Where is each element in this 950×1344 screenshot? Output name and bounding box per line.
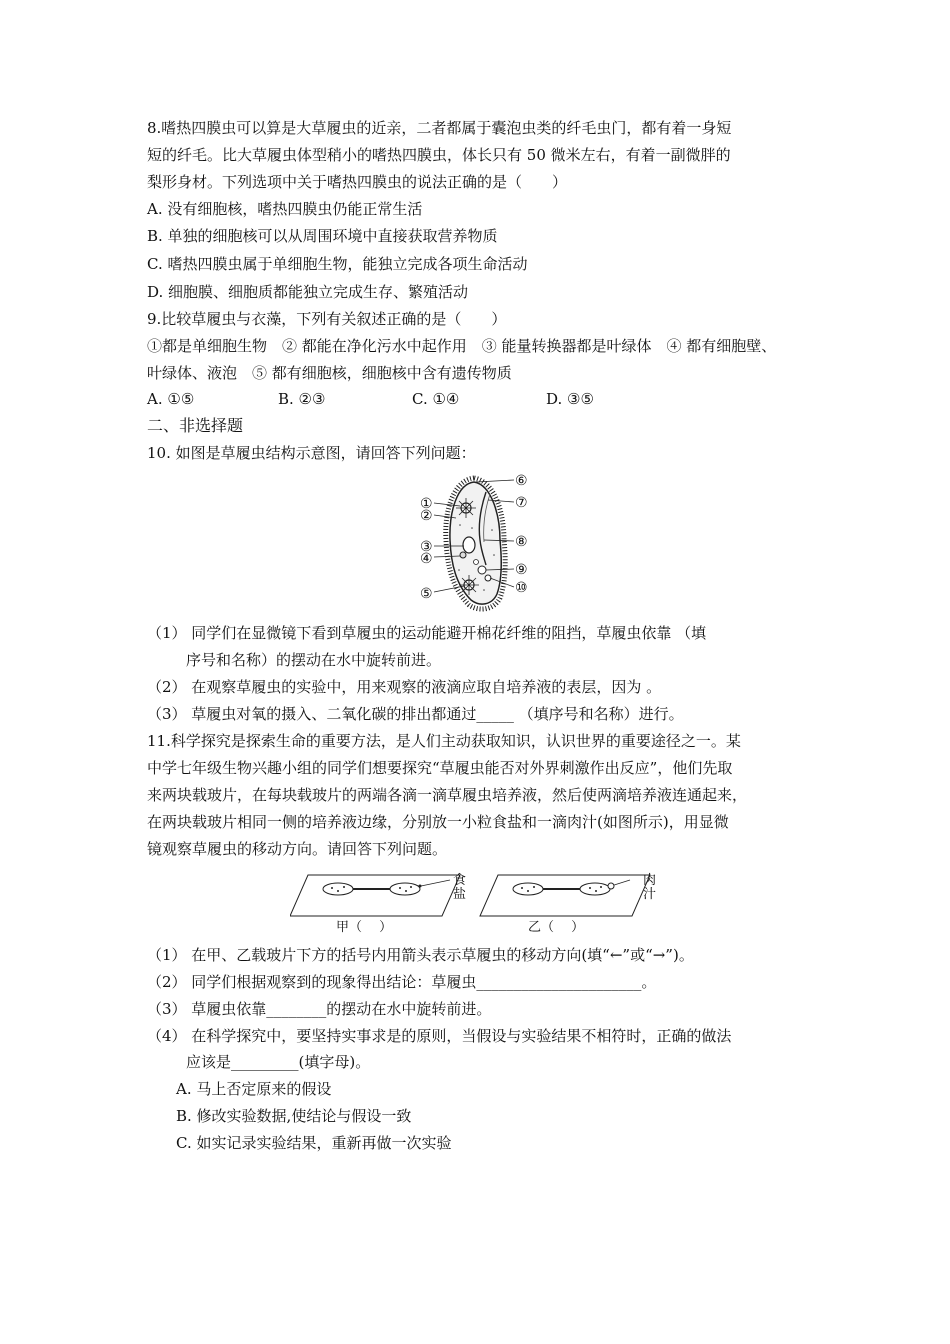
q9-options-row: [147, 389, 647, 409]
q10-sub-1-line-2: 序号和名称）的摆动在水中旋转前进。: [186, 651, 442, 669]
q11-stem-line-1: 11.科学探究是探索生命的重要方法，是人们主动获取知识，认识世界的重要途径之一。某: [147, 732, 741, 750]
q11-stem-line-5: 镜观察草履虫的移动方向。请回答下列问题。: [147, 840, 448, 858]
broth-label-2: 汁: [643, 887, 657, 902]
q8-stem-line-3: 梨形身材。下列选项中关于嗜热四膜虫的说法正确的是（ ）: [147, 173, 568, 191]
q9-option-a: A. ①⑤: [147, 390, 195, 408]
q9-option-b: B. ②③: [278, 390, 326, 408]
q11-sub-4-line-1: （4） 在科学探究中，要坚持实事求是的原则，当假设与实验结果不相符时，正确的做法: [147, 1027, 732, 1045]
q9-stem: 9.比较草履虫与衣藻，下列有关叙述正确的是（ ）: [147, 310, 507, 328]
q10-sub-1-line-1: （1） 同学们在显微镜下看到草履虫的运动能避开棉花纤维的阻挡，草履虫依靠 （填: [147, 624, 707, 642]
figure-label-3: ③: [420, 539, 433, 555]
section-2-title: 二、非选择题: [147, 416, 244, 435]
q10-stem: 10. 如图是草履虫结构示意图，请回答下列问题：: [147, 444, 476, 462]
q9-statements-line-2: 叶绿体、液泡 ⑤ 都有细胞核，细胞核中含有遗传物质: [147, 364, 512, 382]
q11-sub-2: （2） 同学们根据观察到的现象得出结论：草履虫______________________。: [147, 973, 657, 991]
figure-label-4: ④: [420, 551, 433, 567]
figure-label-9: ⑨: [515, 562, 528, 578]
slide-yi: [480, 875, 650, 916]
q10-sub-2: （2） 在观察草履虫的实验中，用来观察的液滴应取自培养液的表层，因为 。: [147, 678, 662, 696]
slide-jia: [290, 875, 460, 916]
figure-label-5: ⑤: [420, 586, 433, 602]
q9-statements-line-1: ①都是单细胞生物 ② 都能在净化污水中起作用 ③ 能量转换器都是叶绿体 ④ 都有细胞壁、: [147, 337, 777, 355]
caption-yi: 乙（ ）: [528, 920, 585, 935]
q11-stem-line-3: 来两块载玻片，在每块载玻片的两端各滴一滴草履虫培养液，然后使两滴培养液连通起来，: [147, 786, 748, 804]
figure-label-1: ①: [420, 496, 433, 512]
q11-option-b: B. 修改实验数据,使结论与假设一致: [176, 1107, 412, 1125]
q8-option-d: D. 细胞膜、细胞质都能独立完成生存、繁殖活动: [147, 283, 469, 301]
q11-option-a: A. 马上否定原来的假设: [176, 1080, 332, 1098]
broth-label-1: 肉: [643, 873, 657, 888]
salt-label-2: 盐: [453, 887, 467, 902]
figure-label-10: ⑩: [515, 580, 528, 596]
figure-label-6: ⑥: [515, 473, 528, 489]
q8-option-c: C. 嗜热四膜虫属于单细胞生物，能独立完成各项生命活动: [147, 255, 528, 273]
q9-option-d: D. ③⑤: [546, 390, 594, 408]
q11-sub-3: （3） 草履虫依靠________的摆动在水中旋转前进。: [147, 1000, 492, 1018]
salt-label-1: 食: [453, 873, 467, 888]
q10-sub-3: （3） 草履虫对氧的摄入、二氧化碳的排出都通过_____ （填序号和名称）进行。: [147, 705, 684, 723]
q11-stem-line-4: 在两块载玻片相同一侧的培养液边缘，分别放一小粒食盐和一滴肉汁(如图所示)，用显微: [147, 813, 729, 831]
figure-label-2: ②: [420, 508, 433, 524]
contractile-vacuole-bottom: [459, 575, 479, 595]
q11-sub-4-line-2: 应该是_________(填字母)。: [186, 1053, 371, 1071]
slides-figure: [290, 870, 670, 922]
figure-label-8: ⑧: [515, 534, 528, 550]
figure-label-7: ⑦: [515, 495, 528, 511]
q9-option-c: C. ①④: [412, 390, 460, 408]
q8-option-a: A. 没有细胞核，嗜热四膜虫仍能正常生活: [147, 200, 423, 218]
q11-option-c: C. 如实记录实验结果，重新再做一次实验: [176, 1134, 452, 1152]
q8-stem-line-1: 8.嗜热四膜虫可以算是大草履虫的近亲，二者都属于囊泡虫类的纤毛虫门，都有着一身短: [147, 119, 732, 137]
q11-sub-1: （1） 在甲、乙载玻片下方的括号内用箭头表示草履虫的移动方向(填“←”或“→”)。: [147, 946, 694, 964]
macronucleus: [463, 537, 475, 553]
q11-stem-line-2: 中学七年级生物兴趣小组的同学们想要探究“草履虫能否对外界刺激作出反应”，他们先取: [147, 759, 733, 777]
micronucleus: [460, 552, 466, 558]
q8-option-b: B. 单独的细胞核可以从周围环境中直接获取营养物质: [147, 227, 498, 245]
caption-jia: 甲（ ）: [336, 920, 393, 935]
q8-stem-line-2: 短的纤毛。比大草履虫体型稍小的嗜热四膜虫，体长只有 50 微米左右，有着一副微胖的: [147, 146, 731, 164]
contractile-vacuole-top: [456, 498, 476, 518]
